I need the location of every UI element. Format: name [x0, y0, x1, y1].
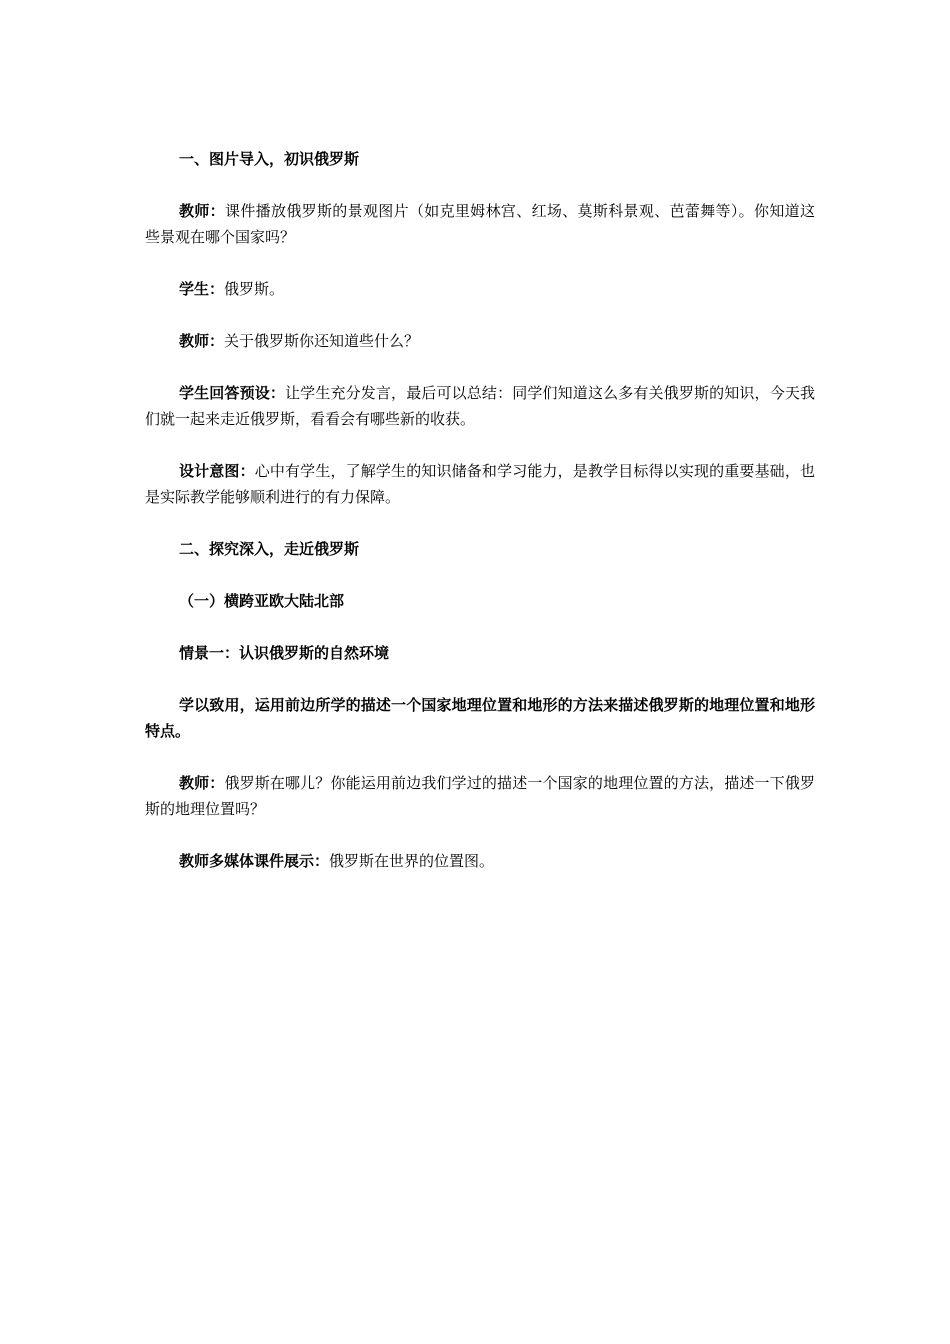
paragraph-teacher-1 [145, 198, 815, 250]
paragraph-text: 让学生充分发言，最后可以总结：同学们知道这么多有关俄罗斯的知识，今天我们就一起来走近俄罗斯，看看会有哪些新的收获。 [145, 384, 815, 428]
section1-heading: 一、图片导入，初识俄罗斯 [179, 150, 360, 168]
task-paragraph: 学以致用，运用前边所学的描述一个国家地理位置和地形的方法来描述俄罗斯的地理位置和地形特点。 [145, 696, 815, 740]
paragraph-text: 心中有学生，了解学生的知识储备和学习能力，是教学目标得以实现的重要基础，也是实际教学能够顺利进行的有力保障。 [145, 462, 815, 506]
paragraph-text: 俄罗斯在哪儿？你能运用前边我们学过的描述一个国家的地理位置的方法，描述一下俄罗斯的地理位置吗？ [145, 774, 815, 818]
speaker-label: 教师多媒体课件展示： [179, 852, 330, 870]
section2-heading: 二、探究深入，走近俄罗斯 [179, 540, 360, 558]
paragraph-text: 关于俄罗斯你还知道些什么？ [224, 332, 420, 350]
paragraph-student-answer [145, 380, 815, 432]
paragraph-text: 课件播放俄罗斯的景观图片（如克里姆林宫、红场、莫斯科景观、芭蕾舞等）。你知道这些景观在哪个国家吗？ [145, 202, 815, 246]
speaker-label: 教师： [179, 332, 225, 350]
paragraph-teacher-3 [145, 770, 815, 822]
speaker-label: 教师： [179, 202, 225, 220]
speaker-label: 学生回答预设： [179, 384, 286, 402]
scene1-heading: 情景一：认识俄罗斯的自然环境 [179, 644, 390, 662]
paragraph-design-intent [145, 458, 815, 510]
paragraph-text: 俄罗斯。 [224, 280, 285, 298]
speaker-label: 设计意图： [179, 462, 255, 480]
paragraph-multimedia [145, 848, 815, 874]
paragraph-text: 俄罗斯在世界的位置图。 [329, 852, 495, 870]
speaker-label: 教师： [179, 774, 225, 792]
speaker-label: 学生： [179, 280, 225, 298]
paragraph-student [145, 276, 815, 302]
subsection1-heading: （一）横跨亚欧大陆北部 [179, 592, 345, 610]
document-page [145, 146, 815, 900]
paragraph-teacher-2 [145, 328, 815, 354]
